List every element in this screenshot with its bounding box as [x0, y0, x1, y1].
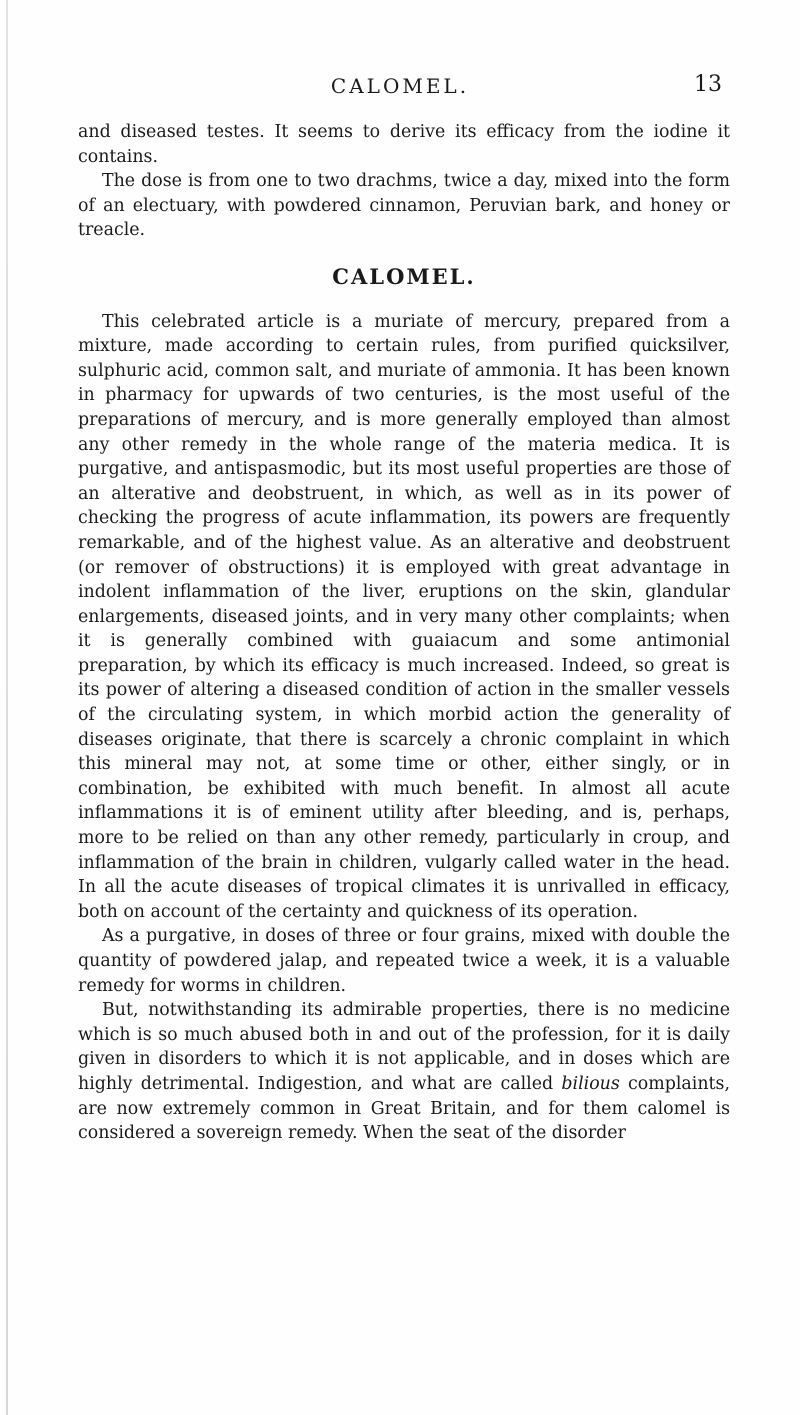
calomel-paragraph-1: This celebrated article is a muriate of mercury, prepared from a mixture, made according to certain rules, from purified quicksilver, sulphuric acid, common salt, and muriate of ammonia. It has been known in pharmacy for upwards of two centuries, is the most useful of the preparations of mercury, and is more generally employed than almost any other remedy in the whole range of the materia medica. It is purgative, and antispasmodic, but its most useful properties are those of an alterative and deobstruent, in which, as well as in its power of checking the progress of acute inflammation, its powers are frequently remarkable, and of the highest value. As an alterative and deobstruent (or remover of obstructions) it is employed with great advantage in indolent inflammation of the liver, eruptions on the skin, glandular enlargements, diseased joints, and in very many other complaints; when it is generally combined with guaiacum and some antimonial preparation, by which its efficacy is much increased. Indeed, so great is its power of altering a diseased condition of action in the smaller vessels of the circulating system, in which morbid action the generality of diseases originate, that there is scarcely a chronic complaint in which this mineral may not, at some time or other, either singly, or in combination, be exhibited with much benefit. In almost all acute inflammations it is of eminent utility after bleeding, and is, perhaps, more to be relied on than any other remedy, particularly in croup, and inflammation of the brain in children, vulgarly called water in the head. In all the acute diseases of tropical climates it is unrivalled in efficacy, both on account of the certainty and quickness of its operation. — [78, 311, 730, 922]
intro-paragraph-continuation: and diseased testes. It seems to derive its efficacy from the iodine it contains. — [78, 122, 730, 167]
calomel-paragraph-3 — [78, 998, 730, 1146]
intro-paragraph-dose: The dose is from one to two drachms, twice a day, mixed into the form of an electuary, with powdered cinnamon, Peruvian bark, and honey or treacle. — [78, 171, 730, 241]
page-edge-shadow — [6, 0, 8, 1415]
calomel-paragraph-2: As a purgative, in doses of three or four grains, mixed with double the quantity of powdered jalap, and repeated twice a week, it is a valuable remedy for worms in children. — [78, 926, 730, 996]
paragraph-3-italic-term: bilious — [561, 1073, 620, 1094]
paragraph-3-text-a: But, notwithstanding its admirable properties, there is no medicine which is so much abused both in and out of the profession, for it is daily given in disorders to which it is not applicable, and in doses which are highly detrimental. Indigestion, and what are called — [78, 1000, 730, 1094]
section-heading: CALOMEL. — [332, 263, 476, 289]
running-head — [0, 74, 800, 104]
body-text — [78, 120, 730, 1146]
paragraph-3-text-b: complaints, are now extremely common in Great Britain, and for them calomel is considered a sovereign remedy. When the seat of the disorder — [78, 1073, 731, 1144]
page-number: 13 — [694, 72, 722, 97]
running-title: CALOMEL. — [330, 74, 470, 98]
